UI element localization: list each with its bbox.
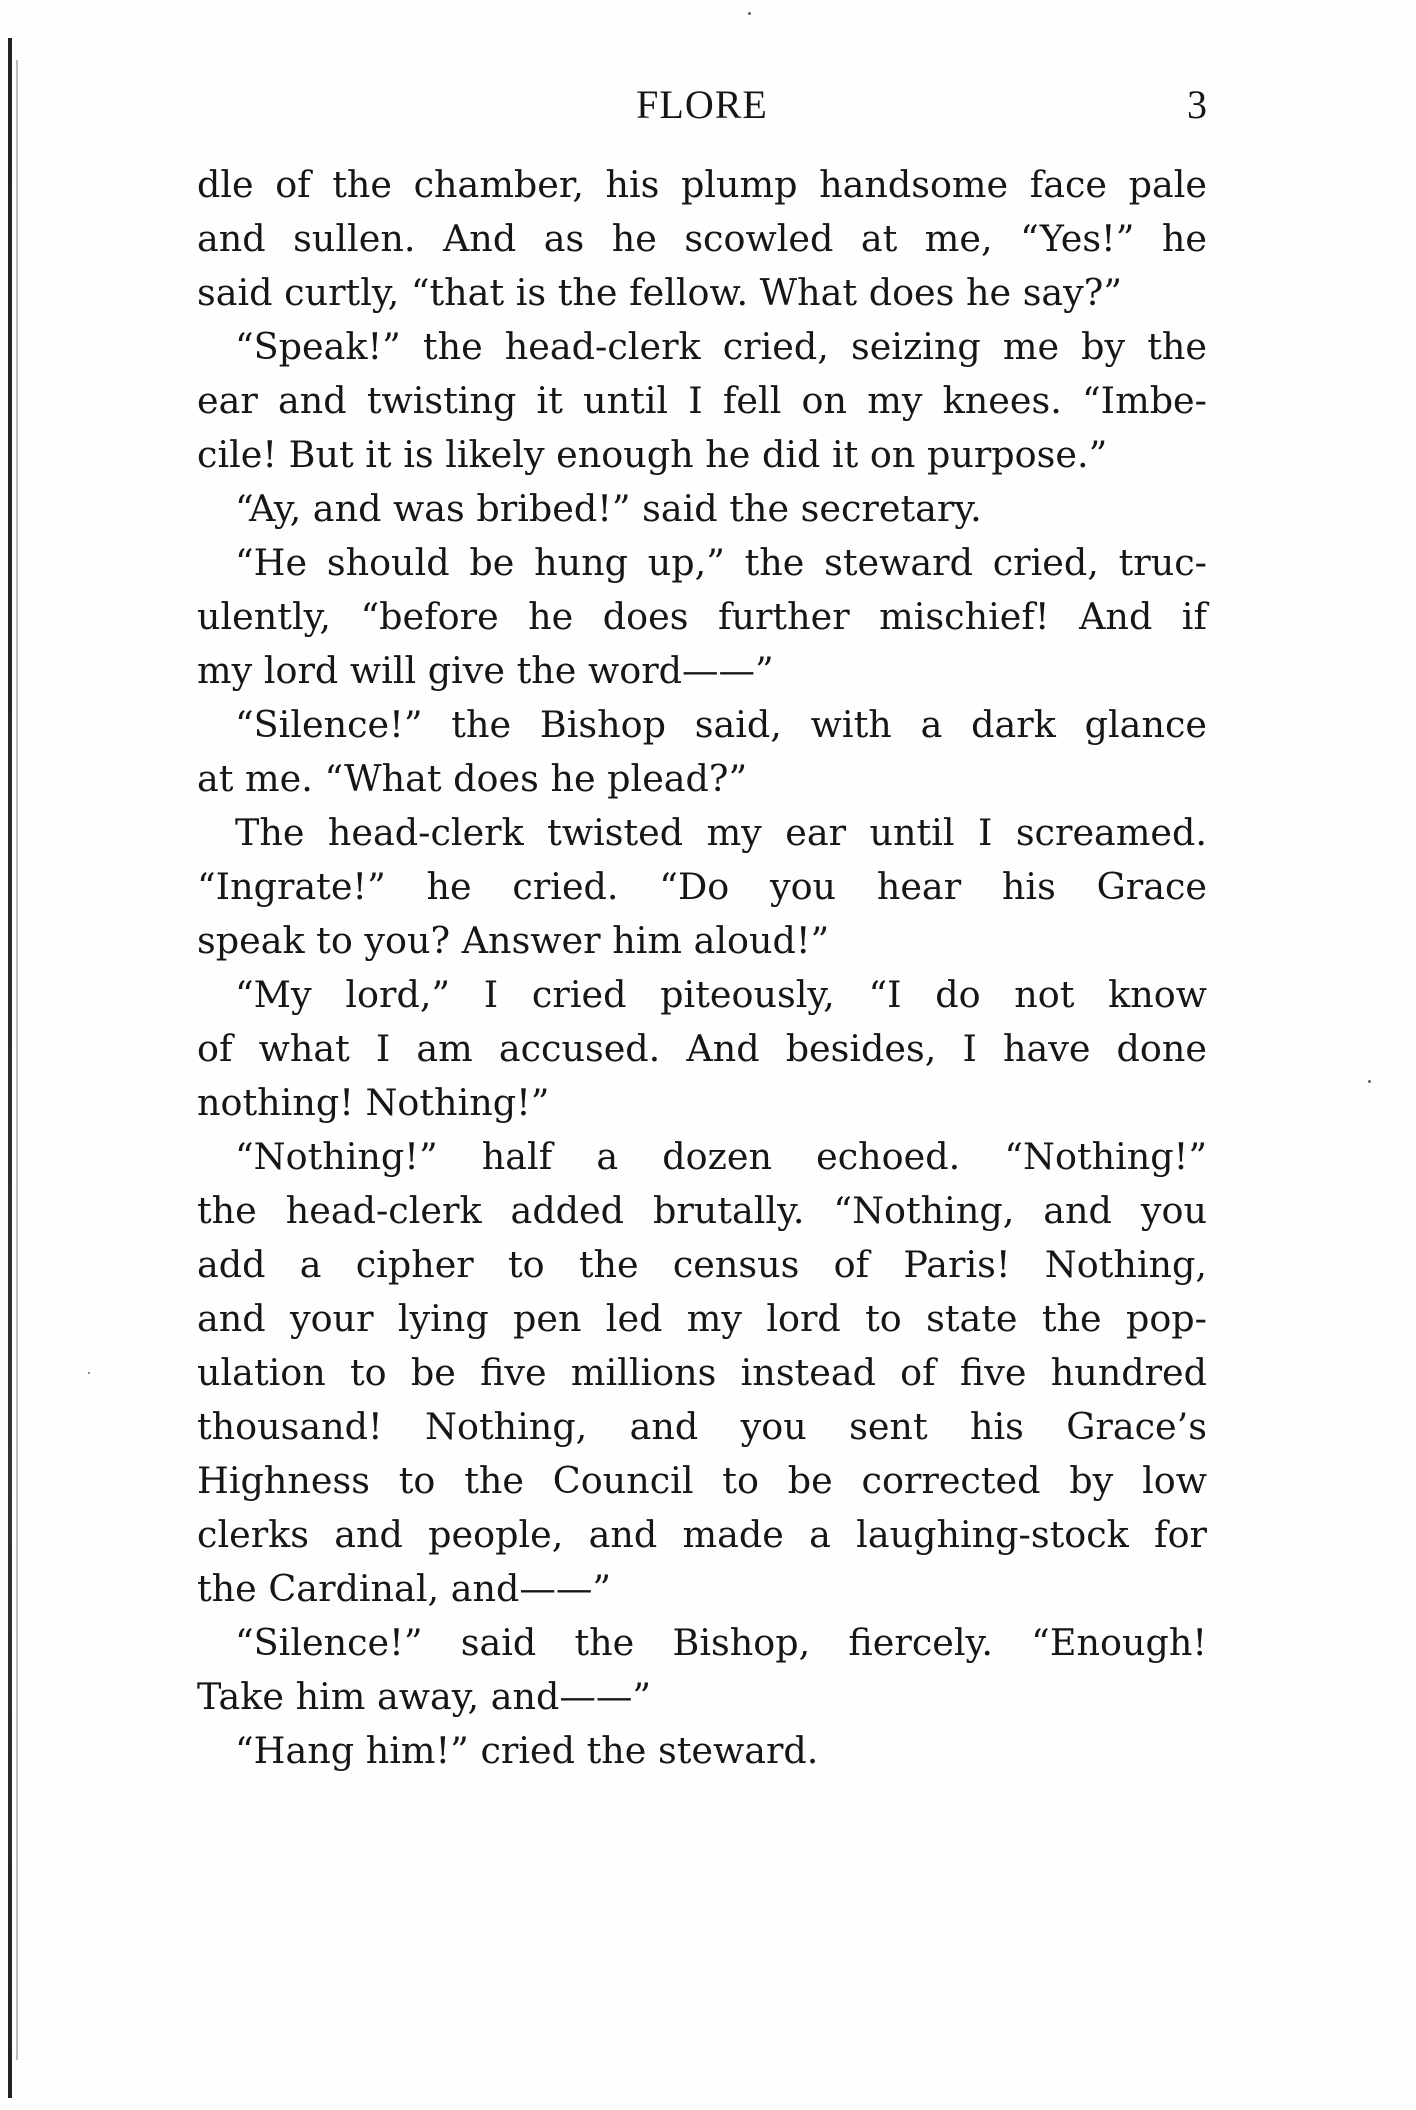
text-line: my lord will give the word——” (197, 649, 774, 692)
text-line: at me. “What does he plead?” (197, 757, 748, 800)
text-line: “Silence!” the Bishop said, with a dark glance (235, 703, 1207, 746)
text-line: and sullen. And as he scowled at me, “Yes!” he (197, 217, 1207, 260)
text-line: nothing! Nothing!” (197, 1081, 550, 1124)
text-line: add a cipher to the census of Paris! Nothing, (197, 1243, 1207, 1286)
text-line: dle of the chamber, his plump handsome face pale (197, 163, 1207, 206)
text-line: and your lying pen led my lord to state the pop- (197, 1297, 1207, 1340)
paper-speck (748, 12, 751, 15)
text-line: ear and twisting it until I fell on my knees. “Imbe- (197, 379, 1207, 422)
text-line: thousand! Nothing, and you sent his Grace’s (197, 1405, 1207, 1448)
text-line: ulently, “before he does further mischief! And if (197, 595, 1207, 638)
text-line: “Ingrate!” he cried. “Do you hear his Grace (197, 865, 1207, 908)
text-line: “Ay, and was bribed!” said the secretary. (235, 487, 982, 530)
text-line: the Cardinal, and——” (197, 1567, 611, 1610)
page-gutter-edge (8, 38, 12, 2098)
page-header (197, 80, 1207, 130)
text-line: The head-clerk twisted my ear until I screamed. (235, 811, 1207, 854)
text-line: clerks and people, and made a laughing-stock for (197, 1513, 1207, 1556)
page-gutter-shadow (16, 60, 18, 2060)
paper-speck (1368, 1080, 1371, 1083)
text-line: Highness to the Council to be corrected by low (197, 1459, 1207, 1502)
paper-speck (88, 1372, 90, 1374)
text-line: “Silence!” said the Bishop, fiercely. “Enough! (235, 1621, 1207, 1664)
text-line: said curtly, “that is the fellow. What does he say?” (197, 271, 1123, 314)
text-line: “My lord,” I cried piteously, “I do not know (235, 973, 1207, 1016)
body-text (197, 158, 1207, 1778)
text-line: speak to you? Answer him aloud!” (197, 919, 830, 962)
page-number: 3 (1187, 82, 1207, 127)
text-line: cile! But it is likely enough he did it on purpose.” (197, 433, 1108, 476)
text-line: of what I am accused. And besides, I have done (197, 1027, 1207, 1070)
text-line: Take him away, and——” (197, 1675, 652, 1718)
text-line: “Hang him!” cried the steward. (235, 1729, 819, 1772)
text-line: “Speak!” the head-clerk cried, seizing me by the (235, 325, 1207, 368)
text-line: “He should be hung up,” the steward cried, truc- (235, 541, 1207, 584)
running-title: FLORE (636, 82, 768, 127)
text-line: the head-clerk added brutally. “Nothing, and you (197, 1189, 1207, 1232)
text-line: “Nothing!” half a dozen echoed. “Nothing!” (235, 1135, 1207, 1178)
text-line: ulation to be five millions instead of five hundred (197, 1351, 1207, 1394)
